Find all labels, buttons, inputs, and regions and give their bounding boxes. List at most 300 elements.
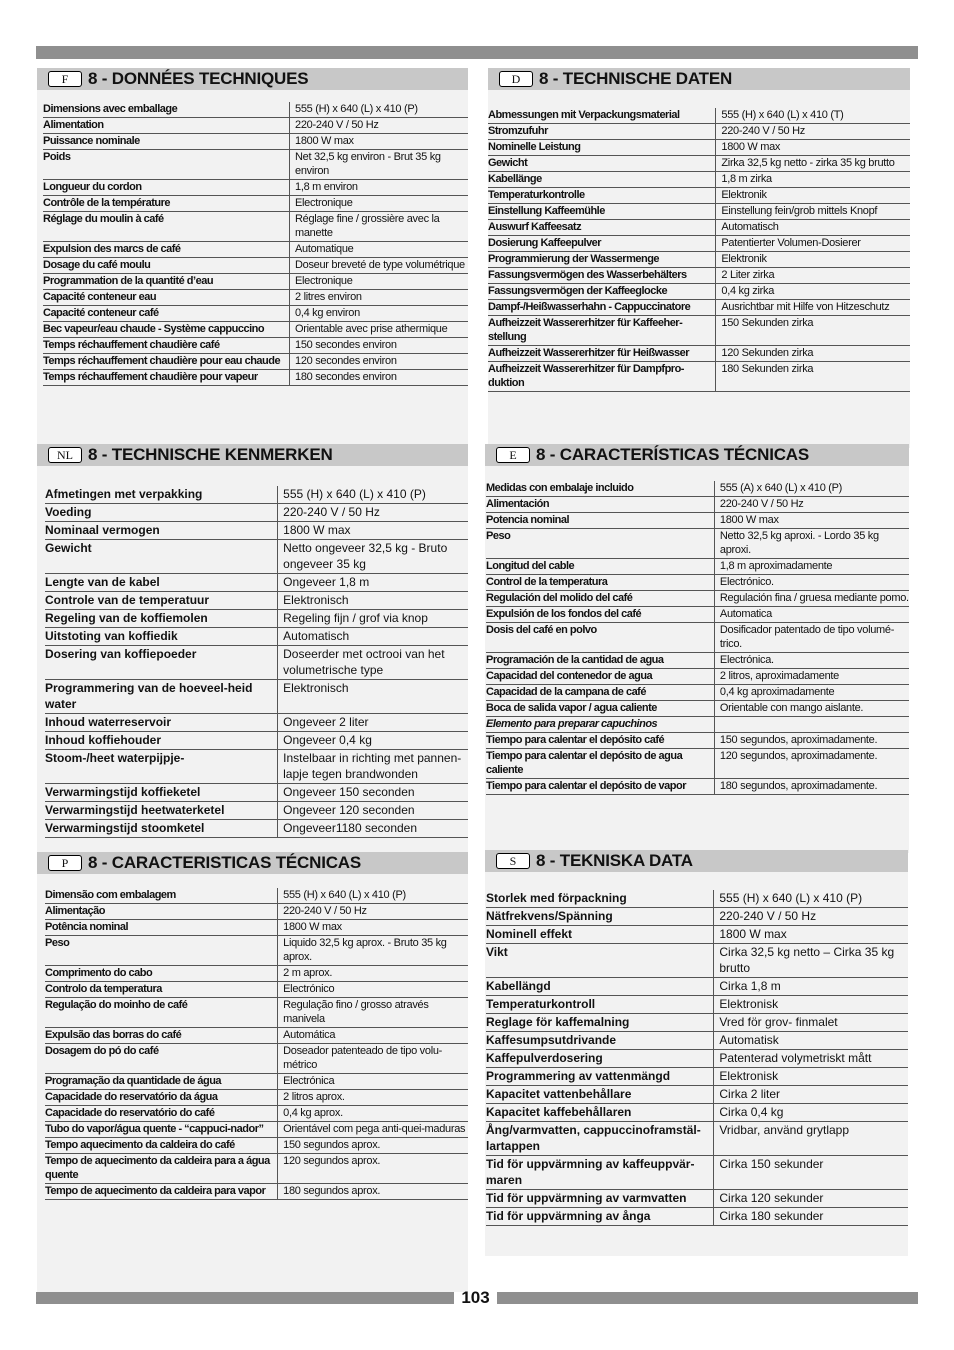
- table-row: [486, 1156, 908, 1190]
- table-row: [486, 591, 909, 607]
- spec-label: Programmation de la quantité d’eau: [43, 274, 290, 290]
- table-row: [45, 784, 468, 802]
- table-row: [488, 252, 910, 268]
- table-row: [486, 513, 909, 529]
- spec-value: Zirka 32,5 kg netto - zirka 35 kg brutto: [716, 156, 910, 172]
- spec-value: 120 segundos, aproximadamente.: [714, 749, 909, 779]
- table-row: [45, 1154, 468, 1184]
- spec-value: 220-240 V / 50 Hz: [290, 118, 469, 134]
- table-row: [45, 486, 468, 504]
- table-row: [486, 497, 909, 513]
- section-title: 8 - TECHNISCHE KENMERKEN: [88, 445, 333, 464]
- spec-value: Netto ongeveer 32,5 kg - Bruto ongeveer 35 kg: [278, 540, 468, 574]
- table-row: [45, 1044, 468, 1074]
- spec-label: Expulsion des marcs de café: [43, 242, 290, 258]
- spec-value: Ongeveer 1,8 m: [278, 574, 468, 592]
- spec-value: 120 segundos aprox.: [278, 1154, 468, 1184]
- spec-label: Tid för uppvärmning av varmvatten: [486, 1190, 714, 1208]
- spec-value: Dosificador patentado de tipo volumé-trico.: [714, 623, 909, 653]
- section-title: 8 - CARACTERISTICAS TÉCNICAS: [88, 853, 362, 872]
- spec-value: 150 segundos aprox.: [278, 1138, 468, 1154]
- spec-value: Automática: [278, 1028, 468, 1044]
- spec-label: Peso: [486, 529, 714, 559]
- top-rule: [36, 46, 918, 59]
- table-row: [43, 258, 468, 274]
- table-row: [45, 714, 468, 732]
- table-row: [45, 920, 468, 936]
- spec-label: Storlek med förpackning: [486, 890, 714, 908]
- spec-label: Temperaturkontroll: [486, 996, 714, 1014]
- spec-label: Temps réchauffement chaudière pour eau chaude: [43, 354, 290, 370]
- table-row: [486, 779, 909, 795]
- table-row: [488, 204, 910, 220]
- spec-label: Lengte van de kabel: [45, 574, 278, 592]
- spec-label: Afmetingen met verpakking: [45, 486, 278, 504]
- language-badge: E: [496, 447, 530, 463]
- section-header: [485, 850, 908, 872]
- table-row: [486, 1068, 908, 1086]
- spec-label: Longueur du cordon: [43, 180, 290, 196]
- spec-value: Liquido 32,5 kg aprox. - Bruto 35 kg aprox.: [278, 936, 468, 966]
- table-row: [43, 118, 468, 134]
- table-row: [45, 592, 468, 610]
- spec-label: Potência nominal: [45, 920, 278, 936]
- spec-label: Controle van de temperatuur: [45, 592, 278, 610]
- table-row: [43, 134, 468, 150]
- spec-value: Cirka 150 sekunder: [714, 1156, 908, 1190]
- spec-label: Temps réchauffement chaudière pour vapeur: [43, 370, 290, 386]
- table-row: [486, 607, 909, 623]
- spec-label: Dosierung Kaffeepulver: [488, 236, 716, 252]
- spec-label: Reglage för kaffemalning: [486, 1014, 714, 1032]
- table-row: [43, 212, 468, 242]
- table-row: [45, 936, 468, 966]
- spec-value: Doseador patenteado de tipo volu-métrico: [278, 1044, 468, 1074]
- table-row: [488, 220, 910, 236]
- spec-value: Electrónica: [278, 1074, 468, 1090]
- spec-value: Vridbar, använd grytlapp: [714, 1122, 908, 1156]
- spec-value: 555 (H) x 640 (L) x 410 (P): [278, 888, 468, 904]
- spec-value: Cirka 1,8 m: [714, 978, 908, 996]
- spec-value: 220-240 V / 50 Hz: [714, 908, 908, 926]
- spec-label: Medidas con embalaje incluido: [486, 481, 714, 497]
- spec-label: Bec vapeur/eau chaude - Système cappuccino: [43, 322, 290, 338]
- table-row: [45, 680, 468, 714]
- spec-table: [45, 486, 468, 838]
- table-row: [45, 966, 468, 982]
- table-row: [43, 306, 468, 322]
- spec-label: Kaffepulverdosering: [486, 1050, 714, 1068]
- spec-table: [488, 108, 910, 392]
- table-row: [488, 284, 910, 300]
- spec-label: Dampf-/Heißwasserhahn - Cappuccinatore: [488, 300, 716, 316]
- spec-value: Electrónica.: [714, 653, 909, 669]
- spec-value: 150 secondes environ: [290, 338, 469, 354]
- table-row: [45, 732, 468, 750]
- spec-label: Poids: [43, 150, 290, 180]
- spec-value: 120 secondes environ: [290, 354, 469, 370]
- spec-value: 1,8 m zirka: [716, 172, 910, 188]
- spec-label: Auswurf Kaffeesatz: [488, 220, 716, 236]
- table-row: [486, 685, 909, 701]
- table-row: [45, 820, 468, 838]
- spec-label: Contrôle de la température: [43, 196, 290, 212]
- section-title: 8 - TECHNISCHE DATEN: [539, 69, 733, 88]
- table-row: [45, 1138, 468, 1154]
- table-row: [486, 623, 909, 653]
- spec-label: Fassungsvermögen des Wasserbehälters: [488, 268, 716, 284]
- spec-value: 0,4 kg zirka: [716, 284, 910, 300]
- spec-value: 555 (H) x 640 (L) x 410 (T): [716, 108, 910, 124]
- spec-label: Stoom-/heet waterpijpje-: [45, 750, 278, 784]
- table-row: [45, 574, 468, 592]
- spec-value: 180 segundos, aproximadamente.: [714, 779, 909, 795]
- spec-label: Kabellänge: [488, 172, 716, 188]
- spec-label: Programação da quantidade de água: [45, 1074, 278, 1090]
- spec-value: 1800 W max: [716, 140, 910, 156]
- spec-value: 150 Sekunden zirka: [716, 316, 910, 346]
- spec-value: 0,4 kg aprox.: [278, 1106, 468, 1122]
- spec-label: Longitud del cable: [486, 559, 714, 575]
- spec-value: 0,4 kg aproximadamente: [714, 685, 909, 701]
- spec-table-container: [485, 466, 909, 853]
- table-row: [43, 338, 468, 354]
- spec-value: Elektronik: [716, 188, 910, 204]
- table-row: [486, 481, 909, 497]
- spec-value: Ausrichtbar mit Hilfe von Hitzeschutz: [716, 300, 910, 316]
- spec-label: Boca de salida vapor / agua caliente: [486, 701, 714, 717]
- table-row: [486, 717, 909, 733]
- table-row: [486, 1104, 908, 1122]
- spec-value: 1,8 m aproximadamente: [714, 559, 909, 575]
- table-row: [488, 156, 910, 172]
- table-row: [488, 236, 910, 252]
- table-row: [488, 188, 910, 204]
- spec-label: Regulação do moinho de café: [45, 998, 278, 1028]
- table-row: [45, 1074, 468, 1090]
- table-row: [45, 610, 468, 628]
- spec-table: [43, 102, 468, 386]
- table-row: [488, 316, 910, 346]
- spec-label: Nominell effekt: [486, 926, 714, 944]
- spec-label: Stromzufuhr: [488, 124, 716, 140]
- section-title: 8 - TEKNISKA DATA: [536, 851, 693, 870]
- spec-label: Dimensão com embalagem: [45, 888, 278, 904]
- table-row: [45, 522, 468, 540]
- table-row: [486, 1014, 908, 1032]
- language-badge: NL: [48, 447, 82, 463]
- table-row: [45, 1122, 468, 1138]
- spec-value: 180 segundos aprox.: [278, 1184, 468, 1200]
- spec-label: Regulación del molido del café: [486, 591, 714, 607]
- spec-label: Tiempo para calentar el depósito café: [486, 733, 714, 749]
- spec-label: Kapacitet kaffebehållaren: [486, 1104, 714, 1122]
- table-row: [486, 996, 908, 1014]
- spec-value: 2 Liter zirka: [716, 268, 910, 284]
- spec-value: 2 litres environ: [290, 290, 469, 306]
- spec-value: Orientable con mango aislante.: [714, 701, 909, 717]
- spec-value: 1800 W max: [714, 513, 909, 529]
- table-row: [486, 1050, 908, 1068]
- spec-label: Aufheizzeit Wassererhitzer für Dampfpro-duktion: [488, 362, 716, 392]
- table-row: [486, 701, 909, 717]
- spec-value: Vred för grov- finmalet: [714, 1014, 908, 1032]
- table-row: [486, 669, 909, 685]
- page-number: 103: [461, 1288, 490, 1307]
- table-row: [45, 504, 468, 522]
- table-row: [43, 354, 468, 370]
- spec-value: Cirka 120 sekunder: [714, 1190, 908, 1208]
- spec-label: Voeding: [45, 504, 278, 522]
- table-row: [486, 926, 908, 944]
- table-row: [486, 1208, 908, 1226]
- spec-value: Ongeveer1180 seconden: [278, 820, 468, 838]
- table-row: [45, 1090, 468, 1106]
- spec-label: Peso: [45, 936, 278, 966]
- spec-value: Ongeveer 0,4 kg: [278, 732, 468, 750]
- spec-value: 220-240 V / 50 Hz: [278, 504, 468, 522]
- spec-value: 2 m aprox.: [278, 966, 468, 982]
- spec-label: Ång/varmvatten, cappuccinoframstäl-lartappen: [486, 1122, 714, 1156]
- table-row: [45, 888, 468, 904]
- spec-label: Regeling van de koffiemolen: [45, 610, 278, 628]
- spec-label: Programmering av vattenmängd: [486, 1068, 714, 1086]
- spec-value: 1800 W max: [278, 522, 468, 540]
- spec-value: Elektronisk: [714, 1068, 908, 1086]
- table-row: [45, 628, 468, 646]
- spec-label: Verwarmingstijd koffieketel: [45, 784, 278, 802]
- table-row: [488, 268, 910, 284]
- spec-value: 555 (H) x 640 (L) x 410 (P): [714, 890, 908, 908]
- table-row: [486, 749, 909, 779]
- spec-label: Inhoud koffiehouder: [45, 732, 278, 750]
- spec-value: Cirka 2 liter: [714, 1086, 908, 1104]
- spec-value: Ongeveer 120 seconden: [278, 802, 468, 820]
- spec-value: Regulación fina / gruesa mediante pomo.: [714, 591, 909, 607]
- table-row: [486, 908, 908, 926]
- spec-value: Net 32,5 kg environ - Brut 35 kg environ: [290, 150, 469, 180]
- spec-label: Nätfrekvens/Spänning: [486, 908, 714, 926]
- table-row: [488, 140, 910, 156]
- spec-label: Capacidad de la campana de café: [486, 685, 714, 701]
- spec-label: Tempo aquecimento da caldeira do café: [45, 1138, 278, 1154]
- spec-label: Tempo de aquecimento da caldeira para vapor: [45, 1184, 278, 1200]
- language-badge: F: [48, 71, 82, 87]
- spec-label: Kapacitet vattenbehållare: [486, 1086, 714, 1104]
- spec-value: 220-240 V / 50 Hz: [278, 904, 468, 920]
- spec-value: Instelbaar in richting met pannen-lapje tegen brandwonden: [278, 750, 468, 784]
- spec-label: Abmessungen mit Verpackungsmaterial: [488, 108, 716, 124]
- spec-label: Dosagem do pó do café: [45, 1044, 278, 1074]
- spec-value: Regulação fino / grosso através manivela: [278, 998, 468, 1028]
- section-title: 8 - DONNÉES TECHNIQUES: [88, 69, 309, 88]
- spec-value: 555 (A) x 640 (L) x 410 (P): [714, 481, 909, 497]
- spec-label: Gewicht: [45, 540, 278, 574]
- spec-label: Vikt: [486, 944, 714, 978]
- table-row: [45, 750, 468, 784]
- spec-value: 2 litros aprox.: [278, 1090, 468, 1106]
- spec-label: Elemento para preparar capuchinos: [486, 717, 714, 733]
- spec-table-container: [37, 90, 468, 444]
- spec-table: [486, 481, 909, 795]
- spec-label: Tiempo para calentar el depósito de vapor: [486, 779, 714, 795]
- spec-value: Orientable avec prise athermique: [290, 322, 469, 338]
- spec-table-container: [488, 90, 910, 448]
- spec-label: Programmering van de hoeveel-heid water: [45, 680, 278, 714]
- section-nl: [37, 444, 468, 856]
- spec-value: 1800 W max: [290, 134, 469, 150]
- spec-label: Puissance nominale: [43, 134, 290, 150]
- spec-value: Netto 32,5 kg aproxi. - Lordo 35 kg aproxi.: [714, 529, 909, 559]
- table-row: [486, 944, 908, 978]
- spec-value: 555 (H) x 640 (L) x 410 (P): [278, 486, 468, 504]
- spec-value: 1800 W max: [714, 926, 908, 944]
- spec-label: Comprimento do cabo: [45, 966, 278, 982]
- spec-value: 220-240 V / 50 Hz: [714, 497, 909, 513]
- section-header: [37, 68, 468, 90]
- section-header: [485, 444, 909, 466]
- spec-value: Electronique: [290, 196, 469, 212]
- spec-table: [486, 890, 908, 1226]
- spec-value: Orientável com pega anti-quei-maduras: [278, 1122, 468, 1138]
- spec-value: Electrónico: [278, 982, 468, 998]
- spec-value: 2 litros, aproximadamente: [714, 669, 909, 685]
- table-row: [488, 108, 910, 124]
- table-row: [486, 978, 908, 996]
- spec-label: Dosage du café moulu: [43, 258, 290, 274]
- section-header: [37, 444, 468, 466]
- spec-label: Fassungsvermögen der Kaffeeglocke: [488, 284, 716, 300]
- table-row: [43, 274, 468, 290]
- spec-label: Dimensions avec emballage: [43, 102, 290, 118]
- spec-value: Patenterad volymetriskt mått: [714, 1050, 908, 1068]
- spec-label: Dosis del café en polvo: [486, 623, 714, 653]
- spec-value: Cirka 0,4 kg: [714, 1104, 908, 1122]
- spec-label: Expulsión de los fondos del café: [486, 607, 714, 623]
- table-row: [486, 1122, 908, 1156]
- spec-label: Capacité conteneur eau: [43, 290, 290, 306]
- spec-value: Elektronik: [716, 252, 910, 268]
- spec-label: Gewicht: [488, 156, 716, 172]
- spec-label: Programmierung der Wassermenge: [488, 252, 716, 268]
- spec-label: Einstellung Kaffeemühle: [488, 204, 716, 220]
- table-row: [45, 982, 468, 998]
- table-row: [488, 172, 910, 188]
- spec-label: Dosering van koffiepoeder: [45, 646, 278, 680]
- spec-value: 180 secondes environ: [290, 370, 469, 386]
- table-row: [486, 733, 909, 749]
- spec-value: Automatica: [714, 607, 909, 623]
- spec-value: 0,4 kg environ: [290, 306, 469, 322]
- section-title: 8 - CARACTERÍSTICAS TÉCNICAS: [536, 445, 810, 464]
- section-es: [485, 444, 909, 853]
- spec-label: Nominelle Leistung: [488, 140, 716, 156]
- table-row: [486, 653, 909, 669]
- spec-label: Expulsão das borras do café: [45, 1028, 278, 1044]
- spec-value: Réglage fine / grossière avec la manette: [290, 212, 469, 242]
- spec-label: Tiempo para calentar el depósito de agua caliente: [486, 749, 714, 779]
- spec-value: 555 (H) x 640 (L) x 410 (P): [290, 102, 469, 118]
- spec-value: Electronique: [290, 274, 469, 290]
- spec-table-container: [37, 466, 468, 856]
- spec-label: Tid för uppvärmning av kaffeuppvär-maren: [486, 1156, 714, 1190]
- spec-label: Control de la temperatura: [486, 575, 714, 591]
- table-row: [45, 998, 468, 1028]
- language-badge: P: [48, 855, 82, 871]
- table-row: [45, 802, 468, 820]
- section-sv: [485, 850, 908, 1256]
- spec-value: 120 Sekunden zirka: [716, 346, 910, 362]
- table-row: [43, 242, 468, 258]
- spec-value: 220-240 V / 50 Hz: [716, 124, 910, 140]
- spec-value: Ongeveer 150 seconden: [278, 784, 468, 802]
- spec-value: 180 Sekunden zirka: [716, 362, 910, 392]
- table-row: [486, 575, 909, 591]
- table-row: [488, 346, 910, 362]
- spec-label: Capacidade do reservatório da água: [45, 1090, 278, 1106]
- table-row: [43, 180, 468, 196]
- table-row: [486, 1086, 908, 1104]
- spec-label: Capacité conteneur café: [43, 306, 290, 322]
- language-badge: D: [499, 71, 533, 87]
- spec-value: Automatisch: [716, 220, 910, 236]
- spec-label: Controlo da temperatura: [45, 982, 278, 998]
- spec-value: Automatisch: [278, 628, 468, 646]
- table-row: [488, 300, 910, 316]
- spec-label: Capacidad del contenedor de agua: [486, 669, 714, 685]
- spec-label: Tid för uppvärmning av ånga: [486, 1208, 714, 1226]
- spec-label: Temperaturkontrolle: [488, 188, 716, 204]
- section-header: [37, 852, 468, 874]
- table-row: [45, 540, 468, 574]
- spec-value: Einstellung fein/grob mittels Knopf: [716, 204, 910, 220]
- spec-value: Automatique: [290, 242, 469, 258]
- spec-table-container: [485, 872, 908, 1256]
- table-row: [488, 124, 910, 140]
- table-row: [43, 370, 468, 386]
- spec-value: Cirka 180 sekunder: [714, 1208, 908, 1226]
- spec-label: Tubo do vapor/água quente - “cappuci-nador”: [45, 1122, 278, 1138]
- spec-value: Elektronisch: [278, 680, 468, 714]
- spec-label: Uitstoting van koffiedik: [45, 628, 278, 646]
- spec-value: 1800 W max: [278, 920, 468, 936]
- spec-label: Capacidade do reservatório do café: [45, 1106, 278, 1122]
- section-header: [488, 68, 910, 90]
- table-row: [45, 1184, 468, 1200]
- spec-value: 1,8 m environ: [290, 180, 469, 196]
- spec-table: [45, 888, 468, 1200]
- section-pt: [37, 852, 468, 1292]
- table-row: [43, 196, 468, 212]
- spec-label: Kabellängd: [486, 978, 714, 996]
- spec-value: Cirka 32,5 kg netto – Cirka 35 kg brutto: [714, 944, 908, 978]
- table-row: [43, 322, 468, 338]
- spec-label: Verwarmingstijd stoomketel: [45, 820, 278, 838]
- spec-table-container: [37, 874, 468, 1292]
- spec-label: Inhoud waterreservoir: [45, 714, 278, 732]
- spec-label: Aufheizzeit Wassererhitzer für Heißwasser: [488, 346, 716, 362]
- language-badge: S: [496, 853, 530, 869]
- spec-value: Electrónico.: [714, 575, 909, 591]
- spec-label: Alimentación: [486, 497, 714, 513]
- spec-label: Alimentation: [43, 118, 290, 134]
- table-row: [45, 1106, 468, 1122]
- spec-value: Ongeveer 2 liter: [278, 714, 468, 732]
- spec-value: Elektronisch: [278, 592, 468, 610]
- table-row: [43, 150, 468, 180]
- spec-label: Réglage du moulin à café: [43, 212, 290, 242]
- spec-label: Programación de la cantidad de agua: [486, 653, 714, 669]
